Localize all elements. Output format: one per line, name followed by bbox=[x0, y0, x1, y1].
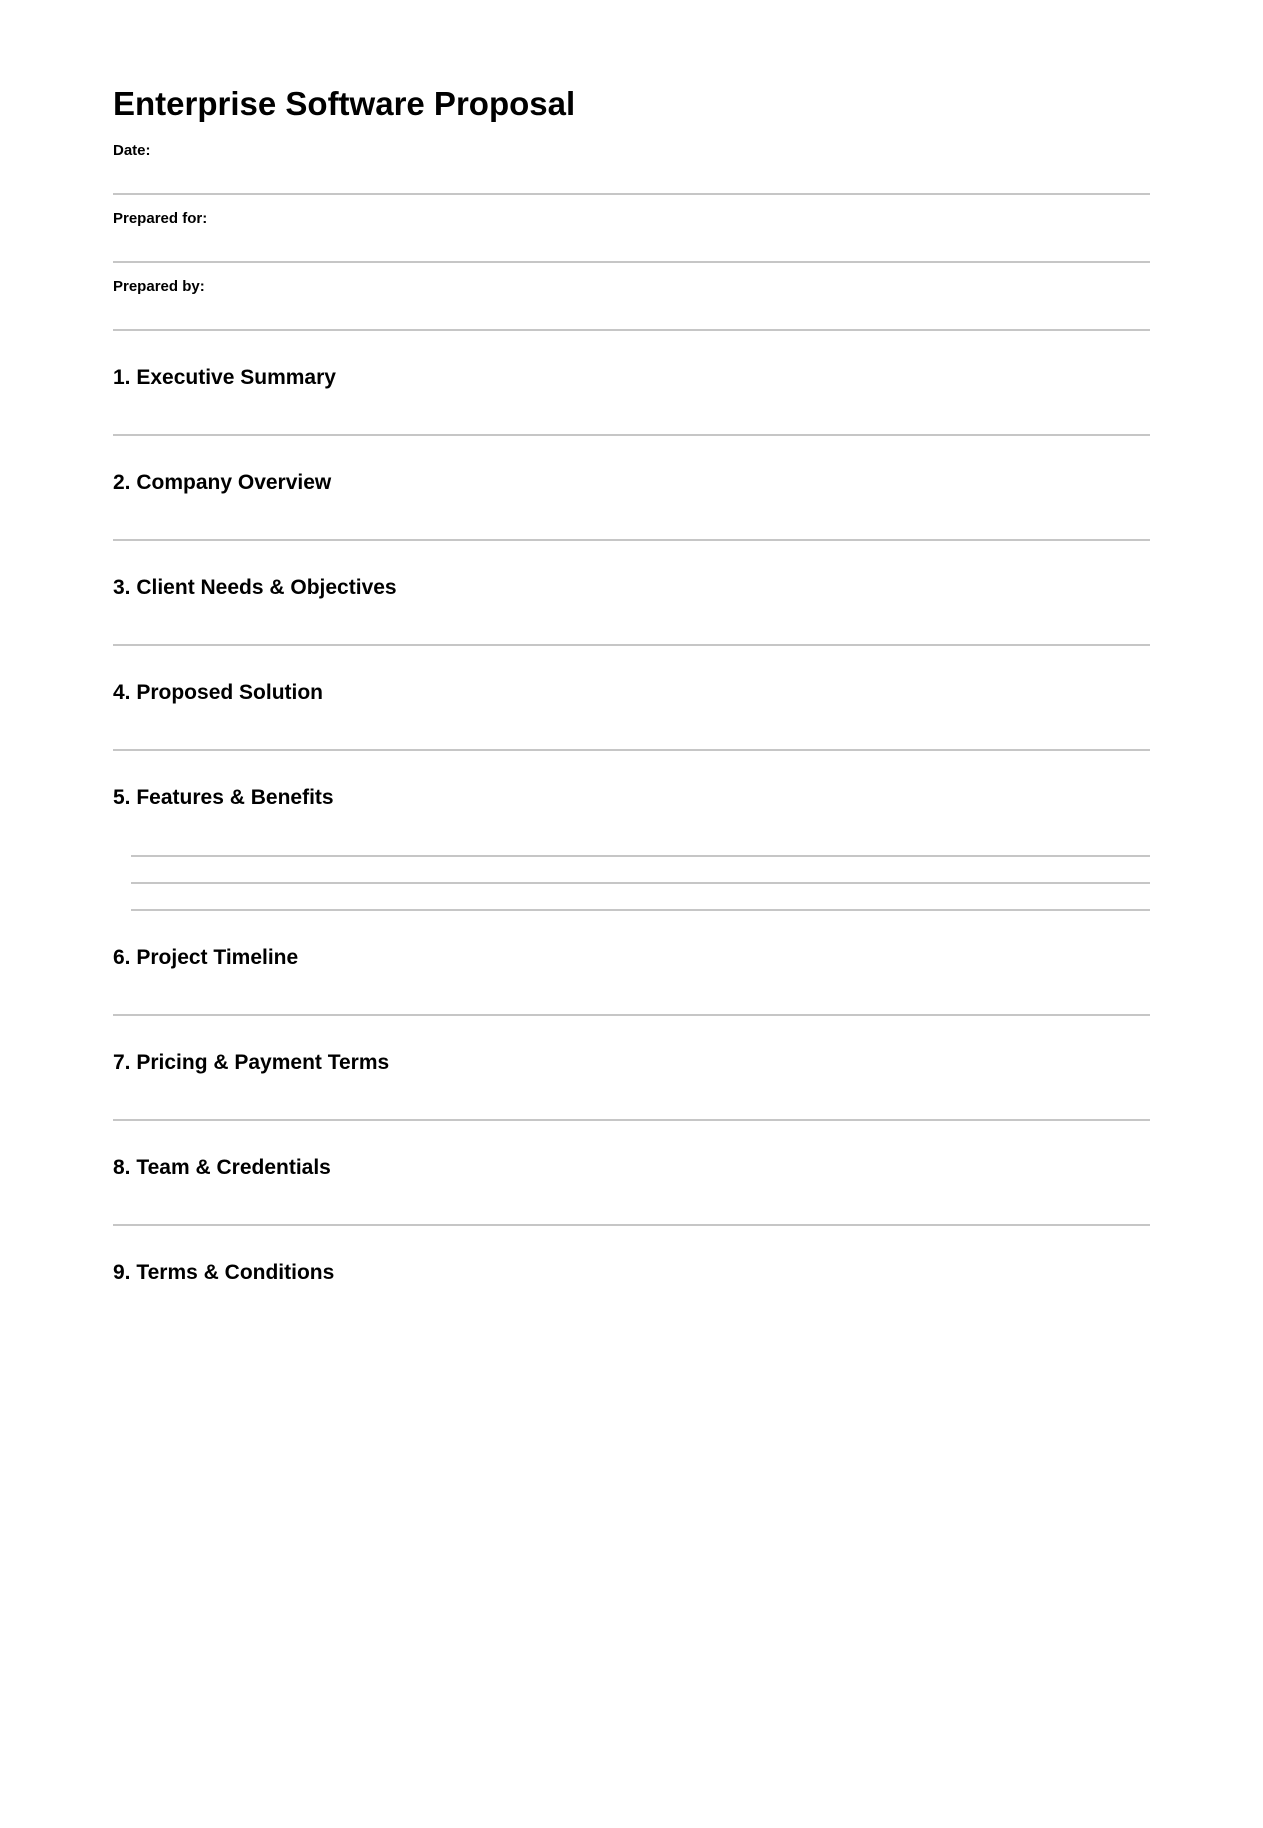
fill-line-section-7 bbox=[113, 1119, 1150, 1121]
section-heading-company-overview: 2. Company Overview bbox=[113, 471, 332, 494]
section-heading-proposed-solution: 4. Proposed Solution bbox=[113, 681, 324, 704]
section-heading-team-credentials: 8. Team & Credentials bbox=[113, 1156, 331, 1179]
fill-line-section-1 bbox=[113, 434, 1150, 436]
fill-line-section-4 bbox=[113, 749, 1150, 751]
section-heading-terms-conditions: 9. Terms & Conditions bbox=[113, 1261, 335, 1284]
field-label-prepared-for: Prepared for: bbox=[113, 210, 208, 227]
section-heading-features-benefits: 5. Features & Benefits bbox=[113, 786, 334, 809]
field-label-prepared-by: Prepared by: bbox=[113, 278, 205, 295]
fill-line-section-2 bbox=[113, 539, 1150, 541]
page-title: Enterprise Software Proposal bbox=[113, 85, 576, 122]
fill-line-prepared-for bbox=[113, 261, 1150, 263]
fill-line-date bbox=[113, 193, 1150, 195]
fill-line-section-5-row-1 bbox=[131, 855, 1150, 857]
fill-line-section-8 bbox=[113, 1224, 1150, 1226]
fill-line-prepared-by bbox=[113, 329, 1150, 331]
section-heading-project-timeline: 6. Project Timeline bbox=[113, 946, 299, 969]
section-heading-pricing-payment-terms: 7. Pricing & Payment Terms bbox=[113, 1051, 390, 1074]
field-label-date: Date: bbox=[113, 142, 151, 159]
fill-line-section-6 bbox=[113, 1014, 1150, 1016]
section-heading-executive-summary: 1. Executive Summary bbox=[113, 366, 336, 389]
fill-line-section-3 bbox=[113, 644, 1150, 646]
section-heading-client-needs-objectives: 3. Client Needs & Objectives bbox=[113, 576, 397, 599]
fill-line-section-5-row-2 bbox=[131, 882, 1150, 884]
fill-line-section-5-row-3 bbox=[131, 909, 1150, 911]
